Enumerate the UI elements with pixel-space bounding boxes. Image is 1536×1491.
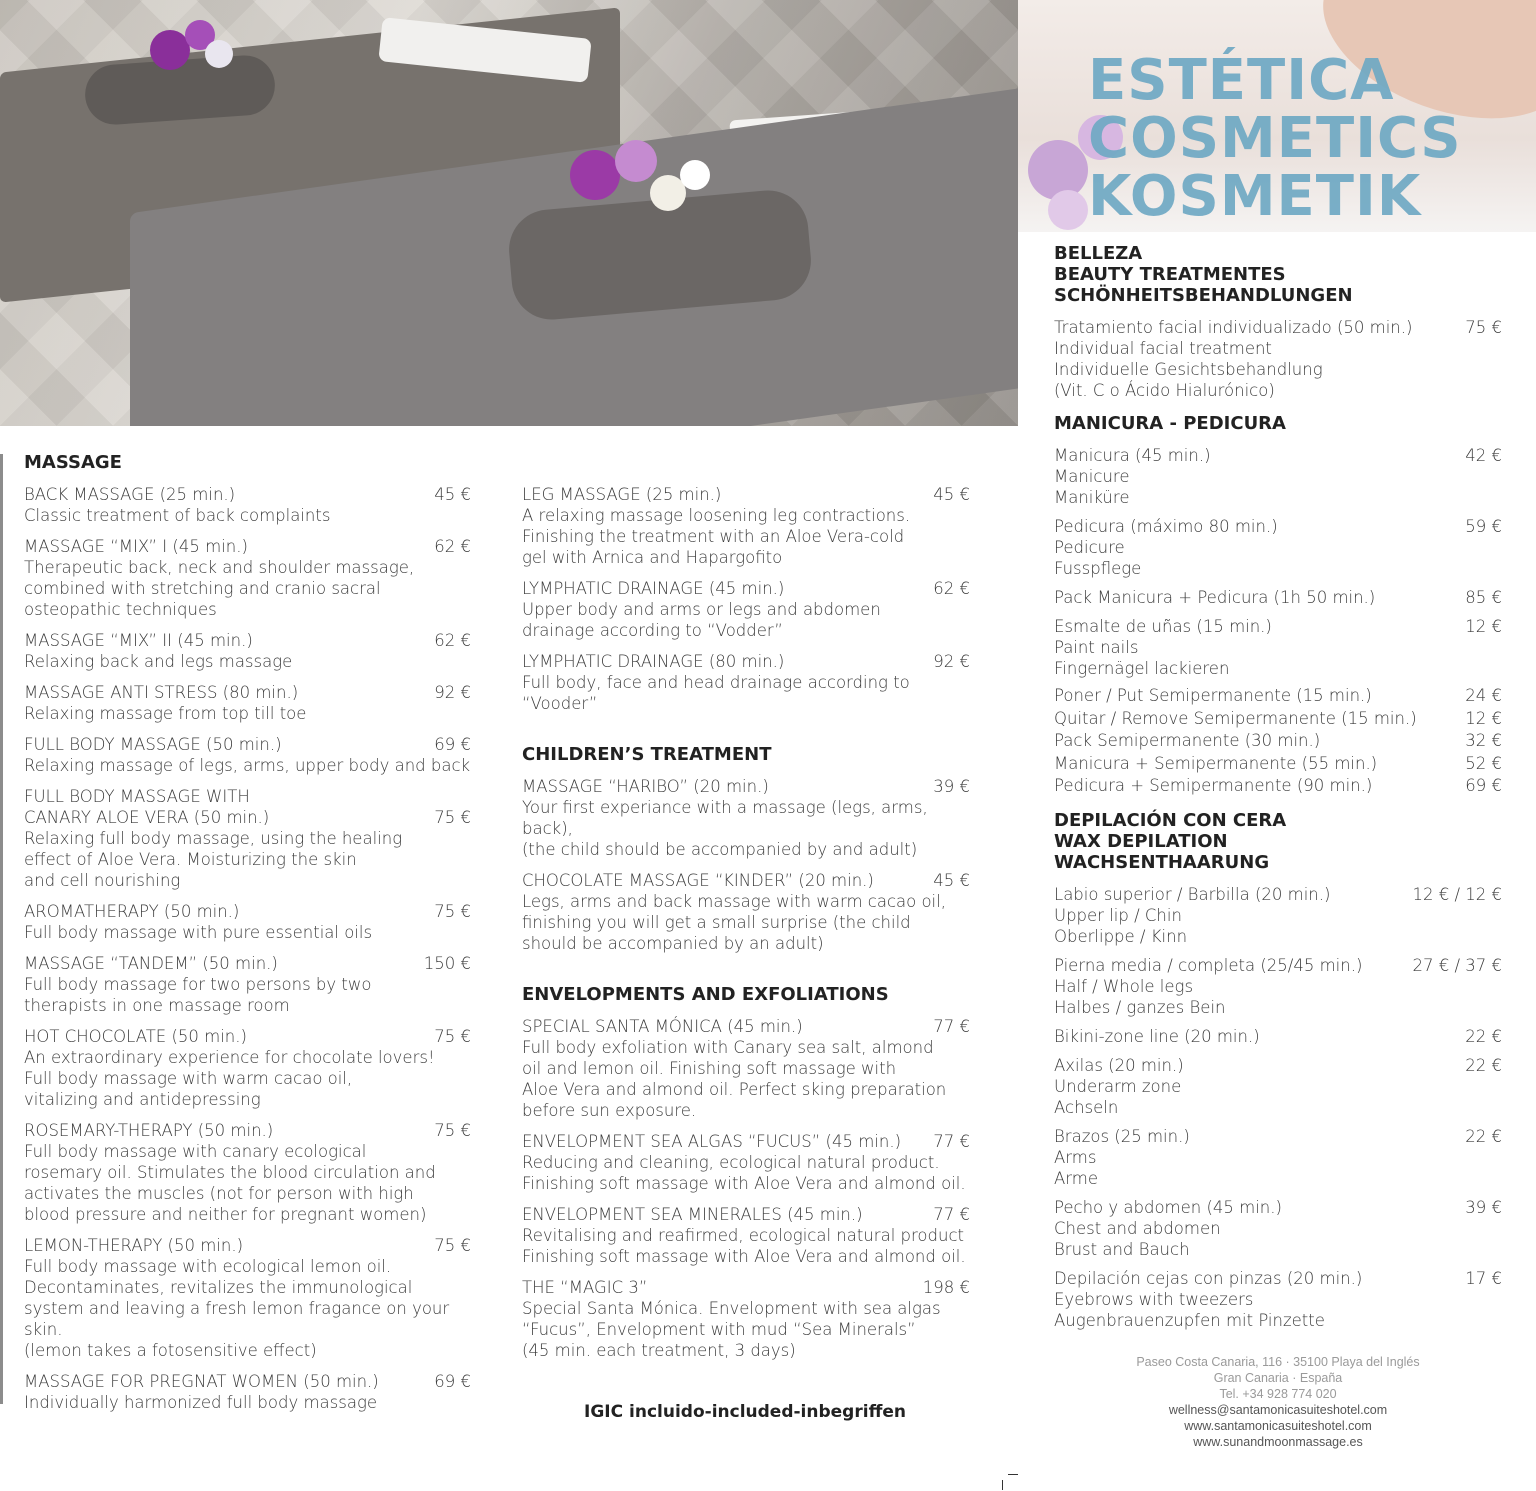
item-title: Bikini-zone line (20 min.) [1054,1027,1260,1046]
price-item [1054,1055,1502,1118]
item-price: 150 € [423,954,471,973]
spa-photo [0,0,1018,426]
price-item [24,682,471,724]
item-title: AROMATHERAPY (50 min.) [24,902,240,921]
wax-heading: DEPILACIÓN CON CERA WAX DEPILATION WACHSENTHAARUNG [1054,810,1287,873]
item-description: Upper lip / Chin Oberlippe / Kinn [1054,906,1188,946]
item-description: Chest and abdomen Brust and Bauch [1054,1219,1221,1259]
item-price: 92 € [933,652,970,671]
item-price: 12 € / 12 € [1412,885,1502,904]
item-title: Labio superior / Barbilla (20 min.) [1054,885,1331,904]
item-price: 75 € [434,808,471,827]
item-price: 27 € / 37 € [1412,956,1502,975]
item-title: Pierna media / completa (25/45 min.) [1054,956,1363,975]
price-item [522,776,970,860]
price-item [24,536,471,620]
item-description: Upper body and arms or legs and abdomen drainage according to “Vodder” [522,600,881,640]
price-item [1054,1126,1502,1189]
item-title: Depilación cejas con pinzas (20 min.) [1054,1269,1363,1288]
price-item [522,1204,970,1267]
item-price: 92 € [434,683,471,702]
item-title: Pack Manicura + Pedicura (1h 50 min.) [1054,588,1376,607]
mani-list [1054,445,1502,679]
leg-lymph-list [522,484,970,714]
item-price: 198 € [922,1278,970,1297]
envelop-list [522,1016,970,1361]
item-title: ENVELOPMENT SEA MINERALES (45 min.) [522,1205,863,1224]
price-item [1054,1268,1502,1331]
price-item [522,651,970,714]
item-title: Quitar / Remove Semipermanente (15 min.) [1054,708,1417,728]
item-price: 77 € [933,1017,970,1036]
envelop-heading: ENVELOPMENTS AND EXFOLIATIONS [522,984,889,1005]
price-item [24,1120,471,1225]
left-divider [0,454,3,1404]
address-line-2: Gran Canaria · España [1213,1371,1343,1385]
item-title: ROSEMARY-THERAPY (50 min.) [24,1121,274,1140]
item-description: Full body massage with ecological lemon oil. Decontaminates, revitalizes the immunological system and leaving a fresh lemon fragance on your skin. (lemon takes a fotosensitive effect) [24,1257,450,1360]
children-heading: CHILDREN’S TREATMENT [522,744,772,765]
brand-line-3: KOSMETIK [1088,164,1422,229]
item-price: 62 € [933,579,970,598]
item-price: 32 € [1465,731,1502,750]
price-item [24,734,471,776]
item-price: 22 € [1465,1027,1502,1046]
item-price: 77 € [933,1205,970,1224]
price-item [1054,730,1502,751]
item-title: LYMPHATIC DRAINAGE (45 min.) [522,579,785,598]
website-link[interactable]: www.santamonicasuiteshotel.com [1184,1419,1372,1433]
item-description: Underarm zone Achseln [1054,1077,1182,1117]
item-title: Pedicura + Semipermanente (90 min.) [1054,776,1373,795]
item-description: Full body, face and head drainage according to “Vooder” [522,673,910,713]
item-title: Esmalte de uñas (15 min.) [1054,617,1272,636]
item-title: MASSAGE “MIX” I (45 min.) [24,537,248,556]
price-item [1054,775,1502,796]
item-description: Relaxing full body massage, using the healing effect of Aloe Vera. Moisturizing the skin and cell nourishing [24,829,403,890]
price-item [1054,685,1502,706]
item-description: Half / Whole legs Halbes / ganzes Bein [1054,977,1226,1017]
item-title: THE “MAGIC 3” [522,1278,648,1297]
item-title: LEG MASSAGE (25 min.) [522,485,722,504]
price-item [24,901,471,943]
item-price: 85 € [1465,588,1502,607]
semi-list [1054,685,1502,796]
item-description: Paint nails Fingernägel lackieren [1054,638,1230,678]
item-price: 69 € [434,1372,471,1391]
item-title: MASSAGE “MIX” II (45 min.) [24,631,253,650]
item-description: Relaxing back and legs massage [24,652,293,671]
item-title: LYMPHATIC DRAINAGE (80 min.) [522,652,785,671]
item-price: 45 € [434,485,471,504]
item-price: 75 € [1465,318,1502,337]
item-price: 22 € [1465,1127,1502,1146]
item-description: Eyebrows with tweezers Augenbrauenzupfen mit Pinzette [1054,1290,1325,1330]
item-title: MASSAGE ANTI STRESS (80 min.) [24,683,299,702]
address-line-1: Paseo Costa Canaria, 116 · 35100 Playa del Inglés [1136,1355,1420,1369]
item-price: 75 € [434,1236,471,1255]
item-price: 12 € [1465,708,1502,728]
price-item [1054,516,1502,579]
item-title: Tratamiento facial individualizado (50 min.) [1054,318,1413,337]
item-title: Pecho y abdomen (45 min.) [1054,1198,1282,1217]
item-price: 45 € [933,485,970,504]
price-item [1054,753,1502,774]
item-title: MASSAGE FOR PREGNAT WOMEN (50 min.) [24,1372,379,1391]
price-item [1054,587,1502,608]
price-item [1054,445,1502,508]
beauty-heading: BELLEZA BEAUTY TREATMENTES SCHÖNHEITSBEHANDLUNGEN [1054,243,1353,306]
massage-list [24,484,471,1413]
item-title: Pack Semipermanente (30 min.) [1054,731,1321,750]
item-title: Manicura + Semipermanente (55 min.) [1054,753,1378,773]
item-description: Full body massage with canary ecological rosemary oil. Stimulates the blood circulation and activates the muscles (not for person with high blood pressure and neither for pregnant women) [24,1142,436,1224]
item-description: Full body massage with pure essential oils [24,923,373,942]
item-title: SPECIAL SANTA MÓNICA (45 min.) [522,1017,803,1036]
price-item [24,786,471,891]
item-title: MASSAGE “TANDEM” (50 min.) [24,954,278,973]
item-title: Poner / Put Semipermanente (15 min.) [1054,686,1372,705]
tax-note: IGIC incluido-included-inbegriffen [584,1402,906,1422]
item-description: A relaxing massage loosening leg contractions. Finishing the treatment with an Aloe Vera-cold gel with Arnica and Hapargofito [522,506,911,567]
price-item [1054,708,1502,729]
item-price: 59 € [1465,517,1502,536]
price-item [1054,1197,1502,1260]
price-item [1054,884,1502,947]
item-price: 24 € [1465,686,1502,705]
item-description: Full body massage for two persons by two therapists in one massage room [24,975,372,1015]
item-title: FULL BODY MASSAGE WITH CANARY ALOE VERA (50 min.) [24,787,270,827]
item-title: Axilas (20 min.) [1054,1056,1184,1075]
item-description: Full body exfoliation with Canary sea salt, almond oil and lemon oil. Finishing soft massage with Aloe Vera and almond oil. Perfect sking preparation before sun exposure. [522,1038,947,1120]
item-price: 52 € [1465,753,1502,773]
price-item [24,953,471,1016]
item-description: Manicure Maniküre [1054,467,1130,507]
item-price: 75 € [434,1027,471,1046]
price-item [522,1131,970,1194]
item-title: Manicura (45 min.) [1054,446,1211,465]
item-description: Individual facial treatment Individuelle Gesichtsbehandlung (Vit. C o Ácido Hialurónico) [1054,339,1323,400]
price-item [24,1235,471,1361]
item-price: 75 € [434,902,471,921]
item-description: Your first experiance with a massage (legs, arms, back), (the child should be accompanied by and adult) [522,798,928,859]
item-title: MASSAGE “HARIBO” (20 min.) [522,777,769,796]
mani-heading: MANICURA - PEDICURA [1054,413,1286,434]
item-price: 45 € [933,871,970,890]
price-item [522,1016,970,1121]
massage-heading: MASSAGE [24,452,122,473]
wax-list [1054,884,1502,1331]
item-price: 77 € [933,1132,970,1151]
item-description: Relaxing massage from top till toe [24,704,307,723]
item-price: 12 € [1465,617,1502,636]
price-item [522,484,970,568]
item-title: ENVELOPMENT SEA ALGAS “FUCUS” (45 min.) [522,1132,902,1151]
item-price: 62 € [434,631,471,650]
item-title: LEMON-THERAPY (50 min.) [24,1236,244,1255]
website-link-2[interactable]: www.sunandmoonmassage.es [1193,1435,1363,1449]
item-price: 22 € [1465,1056,1502,1075]
item-title: Pedicura (máximo 80 min.) [1054,517,1278,536]
crop-mark [1008,1474,1018,1475]
item-description: Legs, arms and back massage with warm cacao oil, finishing you will get a small surprise (the child should be accompanied by an adult) [522,892,946,953]
item-description: Therapeutic back, neck and shoulder massage, combined with stretching and cranio sacral osteopathic techniques [24,558,415,619]
item-price: 69 € [1465,776,1502,795]
price-item [1054,955,1502,1018]
massage-column [24,452,471,1413]
item-price: 39 € [1465,1198,1502,1217]
crop-mark [1002,1480,1003,1490]
item-description: Individually harmonized full body massage [24,1393,378,1412]
item-description: Arms Arme [1054,1148,1099,1188]
price-item [522,870,970,954]
item-price: 69 € [434,735,471,754]
price-item [522,1277,970,1361]
price-item [1054,616,1502,679]
contact-block [1054,1354,1502,1450]
item-price: 62 € [434,537,471,556]
item-description: Classic treatment of back complaints [24,506,331,525]
item-description: Relaxing massage of legs, arms, upper body and back [24,756,471,775]
price-item [24,1371,471,1413]
price-item [1054,317,1502,401]
item-title: BACK MASSAGE (25 min.) [24,485,236,504]
children-list [522,776,970,954]
item-description: An extraordinary experience for chocolate lovers! Full body massage with warm cacao oil, vitalizing and antidepressing [24,1048,435,1109]
brand-title [1088,48,1462,229]
item-title: HOT CHOCOLATE (50 min.) [24,1027,247,1046]
item-title: CHOCOLATE MASSAGE “KINDER” (20 min.) [522,871,874,890]
item-price: 75 € [434,1121,471,1140]
item-description: Revitalising and reafirmed, ecological natural product Finishing soft massage with Aloe Vera and almond oil. [522,1226,966,1266]
item-title: Brazos (25 min.) [1054,1127,1190,1146]
item-title: FULL BODY MASSAGE (50 min.) [24,735,282,754]
price-item [24,630,471,672]
item-price: 42 € [1465,446,1502,465]
brand-line-2: COSMETICS [1088,106,1462,171]
price-item [522,578,970,641]
item-description: Pedicure Fusspflege [1054,538,1142,578]
item-description: Reducing and cleaning, ecological natural product. Finishing soft massage with Aloe Vera and almond oil. [522,1153,966,1193]
price-item [24,1026,471,1110]
brand-line-1: ESTÉTICA [1088,48,1395,113]
treatments-column [522,484,970,1361]
item-price: 39 € [933,777,970,796]
price-item [24,484,471,526]
item-price: 17 € [1465,1269,1502,1288]
email-link[interactable]: wellness@santamonicasuiteshotel.com [1168,1403,1388,1417]
item-description: Special Santa Mónica. Envelopment with sea algas “Fucus”, Envelopment with mud “Sea Minerals” (45 min. each treatment, 3 days) [522,1299,941,1360]
beauty-list [1054,317,1502,401]
price-item [1054,1026,1502,1047]
phone: Tel. +34 928 774 020 [1219,1387,1337,1401]
beauty-column [1054,243,1502,1331]
